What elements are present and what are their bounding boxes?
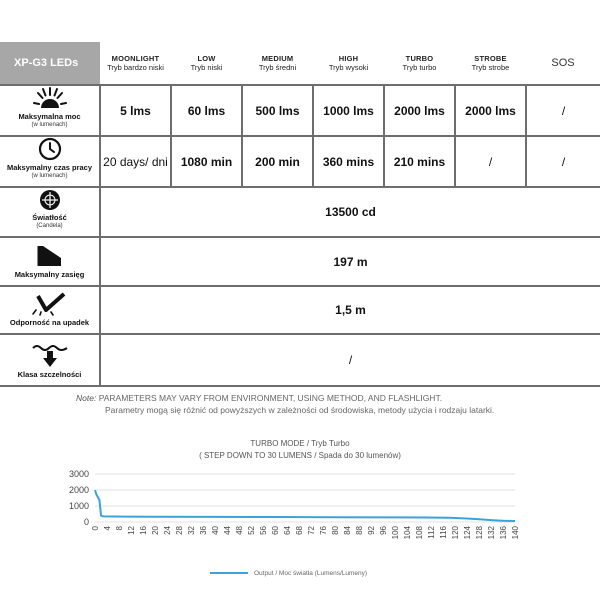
x-tick-label: 8 (115, 526, 124, 531)
note-line-1: Note: PARAMETERS MAY VARY FROM ENVIRONMENT, USING METHOD, AND FLASHLIGHT. (76, 393, 443, 403)
chart-legend (210, 570, 367, 577)
water-label-cell (0, 334, 100, 386)
chart-title: TURBO MODE / Tryb Turbo (250, 439, 350, 448)
series-line-output (95, 490, 515, 521)
output-sublabel: (w lumenach) (31, 122, 68, 128)
x-tick-label: 44 (223, 526, 232, 535)
runtime-strobe: / (455, 136, 526, 187)
output-strobe: 2000 lms (455, 85, 526, 136)
runtime-label-cell (0, 136, 100, 187)
x-tick-label: 24 (163, 526, 172, 535)
legend-label: Output / Moc światła (Lumens/Lumeny) (254, 570, 368, 577)
intensity-label: Światłość (32, 213, 67, 222)
runtime-label: Maksymalny czas pracy (6, 163, 93, 172)
mode-high: HIGH Tryb wysoki (328, 54, 369, 72)
x-tick-label: 40 (211, 526, 220, 535)
x-tick-label: 0 (91, 526, 100, 531)
x-tick-label: 36 (199, 526, 208, 535)
runtime-row (0, 136, 600, 187)
runtime-sublabel: (w lumenach) (31, 173, 68, 179)
x-tick-label: 128 (475, 526, 484, 540)
output-moonlight: 5 lms (100, 85, 171, 136)
output-medium: 500 lms (242, 85, 313, 136)
runtime-turbo: 210 mins (384, 136, 455, 187)
x-tick-label: 16 (139, 526, 148, 535)
x-tick-label: 72 (307, 526, 316, 535)
x-tick-label: 76 (319, 526, 328, 535)
intensity-value: 13500 cd (100, 187, 600, 237)
output-high: 1000 lms (313, 85, 384, 136)
x-tick-label: 64 (283, 526, 292, 535)
note (76, 392, 494, 416)
x-tick-label: 124 (463, 526, 472, 540)
crosshair-icon (39, 189, 61, 211)
output-sos: / (526, 85, 600, 136)
runtime-moonlight: 20 days/ dni (100, 136, 171, 187)
model-name: XP-G3 LEDs (0, 42, 100, 85)
x-tick-label: 12 (127, 526, 136, 535)
mode-turbo: TURBO Tryb turbo (402, 54, 437, 72)
impact-check-icon (32, 292, 68, 316)
mode-moonlight: MOONLIGHT Tryb bardzo niski (107, 54, 164, 72)
chart-subtitle: ( STEP DOWN TO 30 LUMENS / Spada do 30 lumenów) (199, 451, 401, 460)
mode-sos: SOS (551, 57, 575, 69)
distance-label-cell (0, 237, 100, 286)
x-tick-label: 20 (151, 526, 160, 535)
distance-value: 197 m (100, 237, 600, 286)
spec-table (0, 42, 600, 387)
runtime-sos: / (526, 136, 600, 187)
x-tick-label: 116 (439, 526, 448, 539)
y-tick-label: 2000 (68, 485, 89, 495)
mode-strobe: STROBE Tryb strobe (471, 54, 510, 72)
x-tick-label: 92 (367, 526, 376, 535)
x-tick-label: 68 (295, 526, 304, 535)
x-tick-label: 60 (271, 526, 280, 535)
impact-row (0, 286, 600, 334)
distance-label: Maksymalny zasięg (14, 270, 85, 279)
clock-icon (38, 137, 62, 161)
output-label: Maksymalna moc (18, 112, 81, 121)
output-turbo: 2000 lms (384, 85, 455, 136)
x-tick-label: 108 (415, 526, 424, 540)
y-tick-label: 0 (83, 517, 89, 527)
x-tick-label: 56 (259, 526, 268, 535)
distance-row (0, 237, 600, 286)
impact-label-cell (0, 286, 100, 334)
x-tick-label: 52 (247, 526, 256, 535)
x-tick-label: 104 (403, 526, 412, 540)
mode-medium: MEDIUM Tryb średni (258, 54, 297, 72)
runtime-high: 360 mins (313, 136, 384, 187)
sun-burst-icon (33, 86, 67, 110)
output-low: 60 lms (171, 85, 242, 136)
intensity-sublabel: (Candela) (36, 223, 63, 229)
x-tick-label: 140 (511, 526, 520, 540)
legend-swatch (210, 572, 248, 574)
impact-value: 1,5 m (100, 286, 600, 334)
x-tick-label: 88 (355, 526, 364, 535)
beam-distance-icon (37, 244, 63, 268)
x-tick-label: 32 (187, 526, 196, 535)
impact-label: Odporność na upadek (9, 318, 90, 327)
x-tick-label: 100 (391, 526, 400, 540)
x-tick-label: 4 (103, 526, 112, 531)
water-drop-arrow-icon (31, 342, 69, 368)
turbo-runtime-chart (0, 465, 600, 565)
x-tick-label: 84 (343, 526, 352, 535)
runtime-medium: 200 min (242, 136, 313, 187)
x-tick-label: 48 (235, 526, 244, 535)
water-value: / (100, 334, 600, 386)
intensity-row (0, 187, 600, 237)
x-tick-label: 80 (331, 526, 340, 535)
output-row (0, 85, 600, 136)
water-label: Klasa szczelności (17, 370, 82, 379)
y-tick-label: 3000 (68, 469, 89, 479)
x-tick-label: 28 (175, 526, 184, 535)
x-tick-label: 112 (427, 526, 436, 539)
runtime-low: 1080 min (171, 136, 242, 187)
header-row (0, 42, 600, 85)
note-prefix: Note: (76, 393, 97, 403)
x-tick-label: 96 (379, 526, 388, 535)
x-tick-label: 132 (487, 526, 496, 540)
mode-low: LOW Tryb niski (190, 54, 223, 72)
water-row (0, 334, 600, 386)
y-tick-label: 1000 (68, 501, 89, 511)
x-tick-label: 120 (451, 526, 460, 540)
intensity-label-cell (0, 187, 100, 237)
note-line-2: Parametry mogą się różnić od powyższych w zależności od środowiska, metody użycia i rodzaju latarki. (105, 405, 495, 415)
output-label-cell (0, 85, 100, 136)
x-tick-label: 136 (499, 526, 508, 540)
